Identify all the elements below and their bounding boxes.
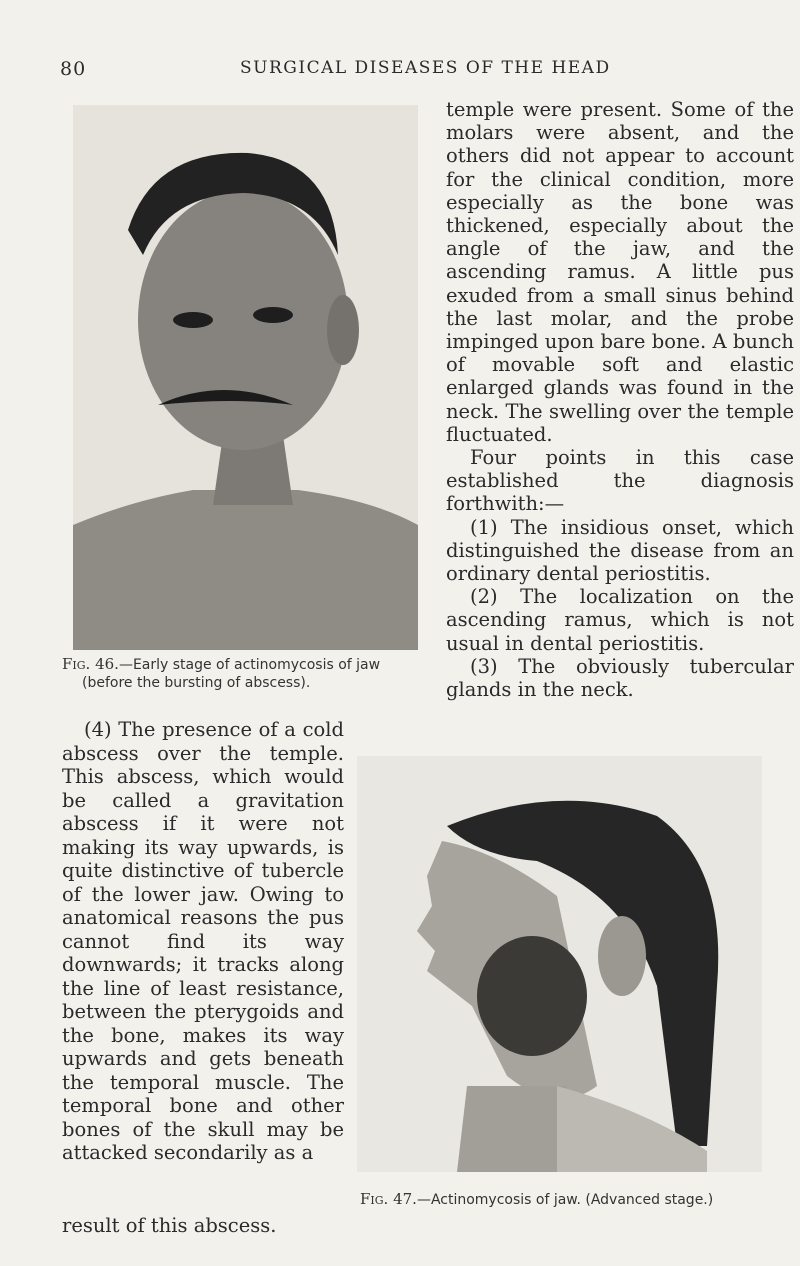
figure-46-caption-line2: (before the bursting of abscess). [82,675,311,691]
point-2: (2) The localization on the ascending ramus, which is not usual in dental periostitis. [446,585,794,655]
bottom-text: result of this abscess. [62,1214,277,1237]
figure-47-label: Fig. 47. [360,1190,417,1208]
figure-46-photo [73,105,418,650]
left-column-text [62,718,344,1165]
figure-47-caption [360,1190,790,1209]
figure-47-caption-text: —Actinomycosis of jaw. (Advanced stage.) [416,1192,714,1208]
point-3: (3) The obviously tubercular glands in the neck. [446,654,794,702]
figure-46-caption [62,655,442,692]
paragraph-2: Four points in this case established the diagnosis forthwith:— [446,446,794,516]
paragraph-1: temple were present. Some of the molars were absent, and the others did not appear to account for the clinical condition, more especially as the bone was thickened, especially about the angle of the jaw, and the ascending ramus. A little pus exuded from a small sinus behind the last molar, and the probe impinged upon bare bone. A bunch of movable soft and elastic enlarged glands was found in the neck. The swelling over the temple fluctuated. [446,98,794,446]
figure-46-label: Fig. 46. [62,655,119,673]
man-portrait-image [73,105,418,650]
figure-47-photo [357,756,762,1172]
figure-46-caption-line1: —Early stage of actinomycosis of jaw [118,657,381,673]
point-1: (1) The insidious onset, which distinguished the disease from an ordinary dental periostitis. [446,515,794,586]
girl-profile-image [357,756,762,1172]
point-4: (4) The presence of a cold abscess over the temple. This abscess, which would be called a gravitation abscess if it were not making its way upwards, is quite distinctive of tubercle of the lower jaw. Owing to anatomical reasons the pus cannot find its way downwards; it tracks along the line of least resistance, between the pterygoids and the bone, makes its way upwards and gets beneath the temporal muscle. The temporal bone and other bones of the skull may be attacked secondarily as a [62,718,344,1164]
running-title: SURGICAL DISEASES OF THE HEAD [240,58,611,78]
page-number: 80 [60,58,87,80]
right-column-text [446,98,794,701]
